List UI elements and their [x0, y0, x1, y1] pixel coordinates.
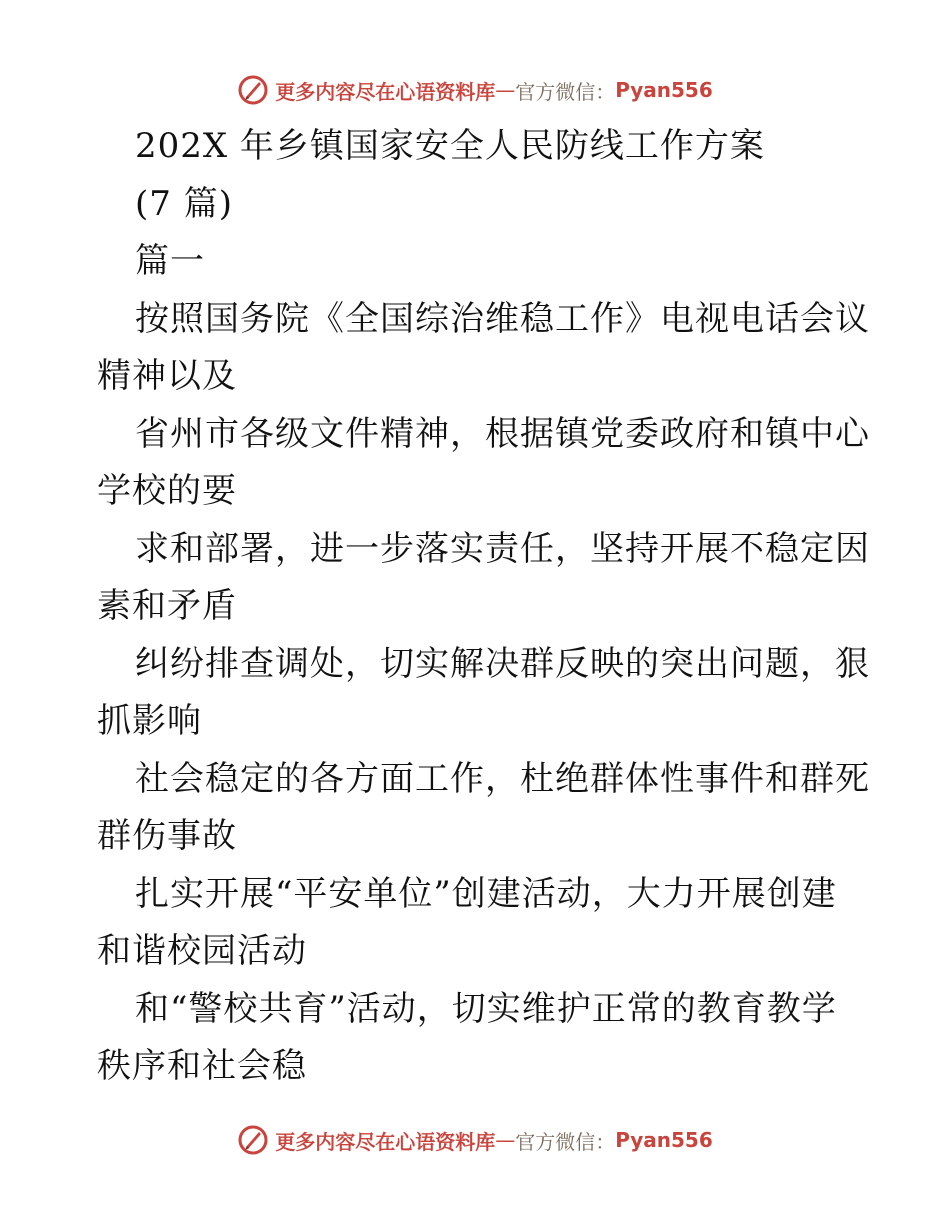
watermark-banner-top: [0, 70, 950, 110]
document-body: [97, 118, 870, 1096]
watermark-contact-label: 官方微信：: [515, 79, 616, 104]
paragraph-line: 群伤事故: [97, 816, 237, 856]
paragraph-line: 和“警校共育”活动，切实维护正常的教育教学: [135, 988, 837, 1029]
paragraph-line: 社会稳定的各方面工作，杜绝群体性事件和群死: [135, 758, 870, 799]
paragraph-line: 按照国务院《全国综治维稳工作》电视电话会议: [135, 298, 870, 339]
paragraph-line: 省州市各级文件精神，根据镇党委政府和镇中心: [135, 413, 870, 454]
paragraph-line: 秩序和社会稳: [97, 1046, 307, 1086]
paragraph-lines: [97, 291, 870, 1096]
watermark-banner-bottom: [0, 1120, 950, 1160]
paragraph-line: 素和矛盾: [97, 586, 237, 626]
section-heading: 篇一: [135, 241, 205, 281]
watermark-contact-id: Pyan556: [615, 1128, 713, 1152]
paragraph-line: 扎实开展“平安单位”创建活动，大力开展创建: [135, 873, 837, 914]
watermark-separator: —: [495, 1128, 516, 1152]
paragraph-line: 学校的要: [97, 471, 237, 511]
watermark-contact-label: 官方微信：: [515, 1129, 616, 1154]
watermark-promo-text: 更多内容尽在心语资料库: [275, 1129, 496, 1154]
quill-logo-icon: [237, 74, 269, 106]
watermark-promo-text: 更多内容尽在心语资料库: [275, 79, 496, 104]
watermark-contact-id: Pyan556: [615, 78, 713, 102]
paragraph-line: 精神以及: [97, 356, 237, 396]
paragraph-line: 纠纷排查调处，切实解决群反映的突出问题，狠: [135, 643, 870, 684]
paragraph-line: 和谐校园活动: [97, 931, 307, 971]
paragraph-line: 抓影响: [97, 701, 202, 741]
watermark-separator: —: [495, 78, 516, 102]
paragraph-line: 求和部署，进一步落实责任，坚持开展不稳定因: [135, 528, 870, 569]
quill-logo-icon: [237, 1124, 269, 1156]
document-title-count: (7 篇): [135, 183, 233, 224]
document-title: 202X 年乡镇国家安全人民防线工作方案: [135, 126, 765, 166]
